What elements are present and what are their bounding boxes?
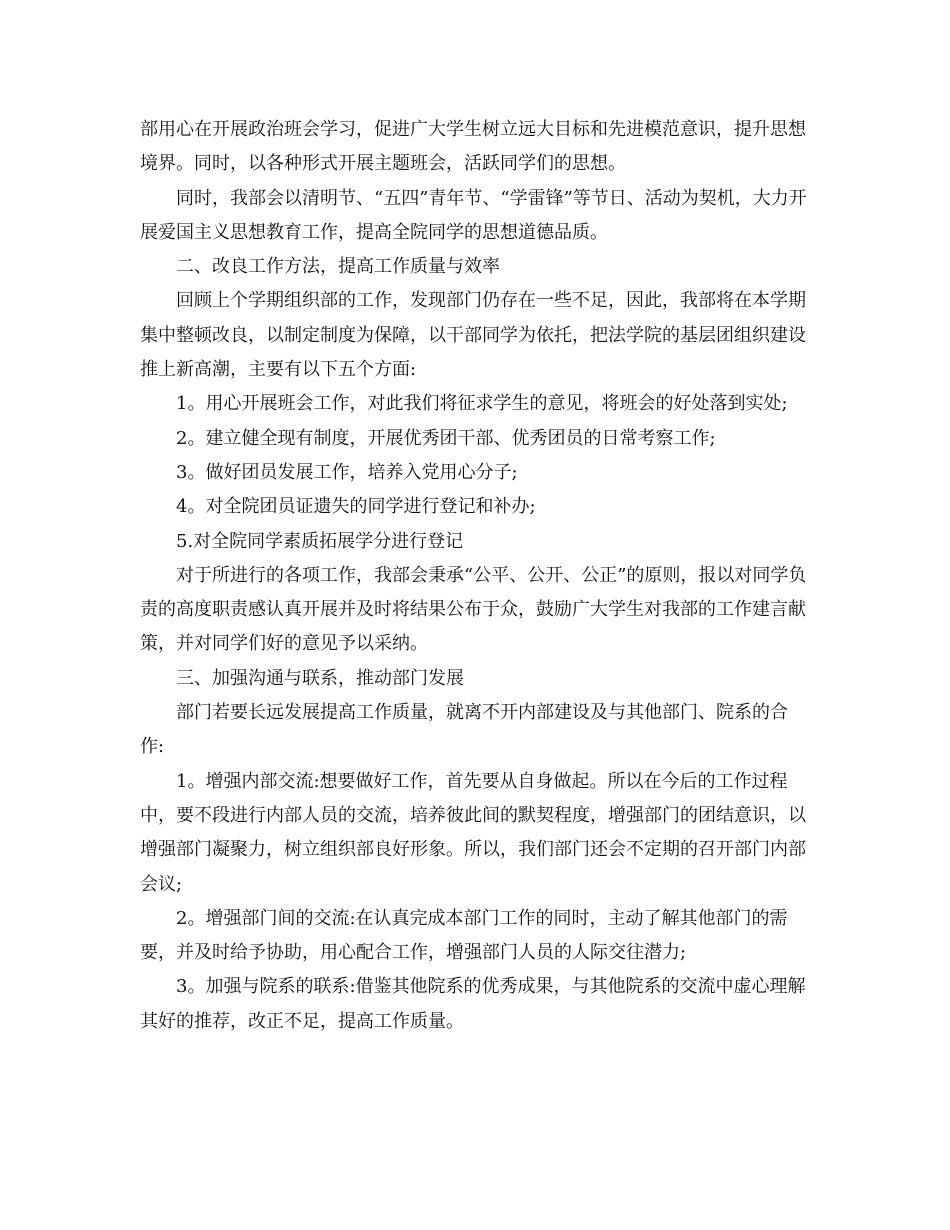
list-item-3: 3。做好团员发展工作，培养入党用心分子; (176, 461, 518, 483)
document-body (140, 113, 812, 1039)
section-heading-3: 三、加强沟通与联系，推动部门发展 (176, 667, 464, 689)
sub-item-1: 1。增强内部交流:想要做好工作，首先要从自身做起。所以在今后的工作过程中，要不段进行内部人员的交流，培养彼此间的默契程度，增强部门的团结意识，以增强部门凝聚力，树立组织部良好形象。所以，我们部门还会不定期的召开部门内部会议; (140, 770, 806, 895)
list-item-2: 2。建立健全现有制度，开展优秀团干部、优秀团员的日常考察工作; (176, 427, 716, 449)
paragraph-5: 部门若要长远发展提高工作质量，就离不开内部建设及与其他部门、院系的合作: (140, 702, 788, 758)
paragraph-1: 部用心在开展政治班会学习，促进广大学生树立远大目标和先进模范意识，提升思想境界。同时，以各种形式开展主题班会，活跃同学们的思想。 (140, 119, 806, 175)
paragraph-2: 同时，我部会以清明节、“五四”青年节、“学雷锋”等节日、活动为契机，大力开展爱国主义思想教育工作，提高全院同学的思想道德品质。 (140, 187, 807, 243)
section-heading-2: 二、改良工作方法，提高工作质量与效率 (176, 256, 500, 278)
list-item-1: 1。用心开展班会工作，对此我们将征求学生的意见，将班会的好处落到实处; (176, 393, 788, 415)
paragraph-3: 回顾上个学期组织部的工作，发现部门仍存在一些不足，因此，我部将在本学期集中整顿改良，以制定制度为保障，以干部同学为依托，把法学院的基层团组织建设推上新高潮，主要有以下五个方面: (140, 290, 806, 381)
sub-item-2: 2。增强部门间的交流:在认真完成本部门工作的同时，主动了解其他部门的需要，并及时给予协助，用心配合工作，增强部门人员的人际交往潜力; (140, 907, 788, 964)
paragraph-4: 对于所进行的各项工作，我部会秉承“公平、公开、公正”的原则，报以对同学负责的高度职责感认真开展并及时将结果公布于众，鼓励广大学生对我部的工作建言献策，并对同学们好的意见予以采纳。 (140, 564, 807, 655)
sub-item-3: 3。加强与院系的联系:借鉴其他院系的优秀成果，与其他院系的交流中虚心理解其好的推荐，改正不足，提高工作质量。 (140, 976, 806, 1032)
list-item-4: 4。对全院团员证遗失的同学进行登记和补办; (176, 496, 536, 518)
list-item-5: 5.对全院同学素质拓展学分进行登记 (176, 530, 464, 552)
